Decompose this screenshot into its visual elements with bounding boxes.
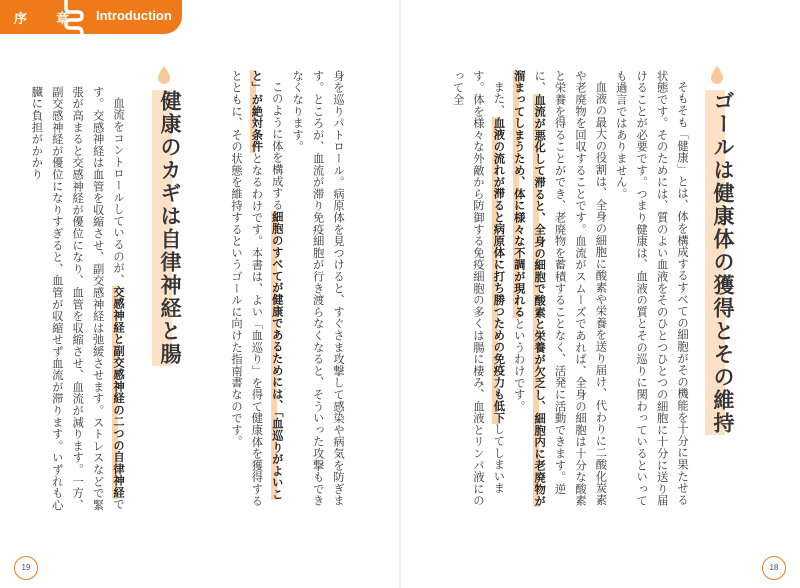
- right-page: [400, 0, 800, 588]
- paragraph: [508, 70, 610, 510]
- paragraph: [226, 70, 287, 510]
- drop-icon: [710, 66, 724, 84]
- text-run: 血液の最大の役割は、全身の細胞に酸素や栄養を送り届け、代わりに二酸化炭素や老廃物を回収することです。血流がスムーズであれば、全身の細胞は十分な酸素と栄養を得ることができ、老廃物を蓄積することなく、活発に活動できます。逆に、: [533, 70, 608, 507]
- paragraph: [26, 86, 128, 511]
- highlighted-text: 血液の流れが滞ると病原体に打ち勝つための免疫力も低下: [492, 116, 506, 424]
- text-run: このように体を構成する: [270, 81, 284, 212]
- text-run: というわけです。: [512, 317, 526, 413]
- paragraph: [610, 70, 692, 510]
- intestine-wave-icon: [62, 0, 86, 34]
- left-body-lower: [26, 86, 128, 511]
- text-run: 身を巡りパトロール。病原体を見つけると、すぐさま攻撃して感染や病気を防ぎます。ところが、血流が滞り免疫細胞が行き渡らなくなると、そういった攻撃もできなくなります。: [291, 70, 345, 507]
- page-number: 19: [14, 556, 38, 580]
- text-run: です。交感神経は血管を収縮させ、副交感神経は弛緩させます。ストレスなどで緊張が高まると交感神経が優位になり、血管を収縮させ、血流が減ります。一方、副交感神経が優位になりすぎると、血管が収縮せず血流が滞ります。いずれも心臓に負担がかかり: [30, 86, 125, 511]
- chapter-header-tab: [0, 0, 182, 34]
- chapter-label: 序 章: [14, 12, 78, 27]
- left-heading: 健康のカギは自律神経と腸: [152, 90, 188, 366]
- right-heading: ゴールは健康体の獲得とその維持: [705, 90, 741, 435]
- left-body-upper: [226, 70, 348, 510]
- page-number: 18: [762, 556, 786, 580]
- highlighted-text: 交感神経と副交感神経の二つの自律神経: [112, 286, 125, 499]
- text-run: 血流をコントロールしているのが、: [112, 97, 125, 287]
- text-run: してしまいます。体を様々な外敵から防御する免疫細胞の多くは腸に棲み、血液とリンパ液にのって全: [451, 70, 506, 507]
- text-run: また、: [492, 81, 506, 117]
- highlighted-text: 細胞のすべてが健康であるためには、「血巡りがよいこと」が絶対条件: [250, 70, 284, 501]
- text-run: となるわけです。本書は、よい「血巡り」を得て健康体を獲得するとともに、その状態を維持するというゴールに向けた指南書なのです。: [229, 70, 264, 507]
- paragraph: [447, 70, 508, 510]
- text-run: そもそも「健康」とは、体を構成するすべての細胞がその機能を十分に果たせる状態です。そのためには、質のよい血液をそのひとつひとつの細胞に十分に送り届けることが必要です。つまり健康は、血液の質とその巡りに関わっているといっても過言ではありません。: [614, 70, 689, 507]
- drop-icon: [157, 66, 171, 84]
- highlighted-text: 血流が悪化して滞ると、全身の細胞で酸素と栄養が欠乏し、細胞内に老廃物が溜まってしまうため、体に様々な不調が現れる: [512, 70, 547, 507]
- section-label: Introduction: [96, 8, 172, 23]
- paragraph: [287, 70, 348, 510]
- right-body: [447, 70, 692, 510]
